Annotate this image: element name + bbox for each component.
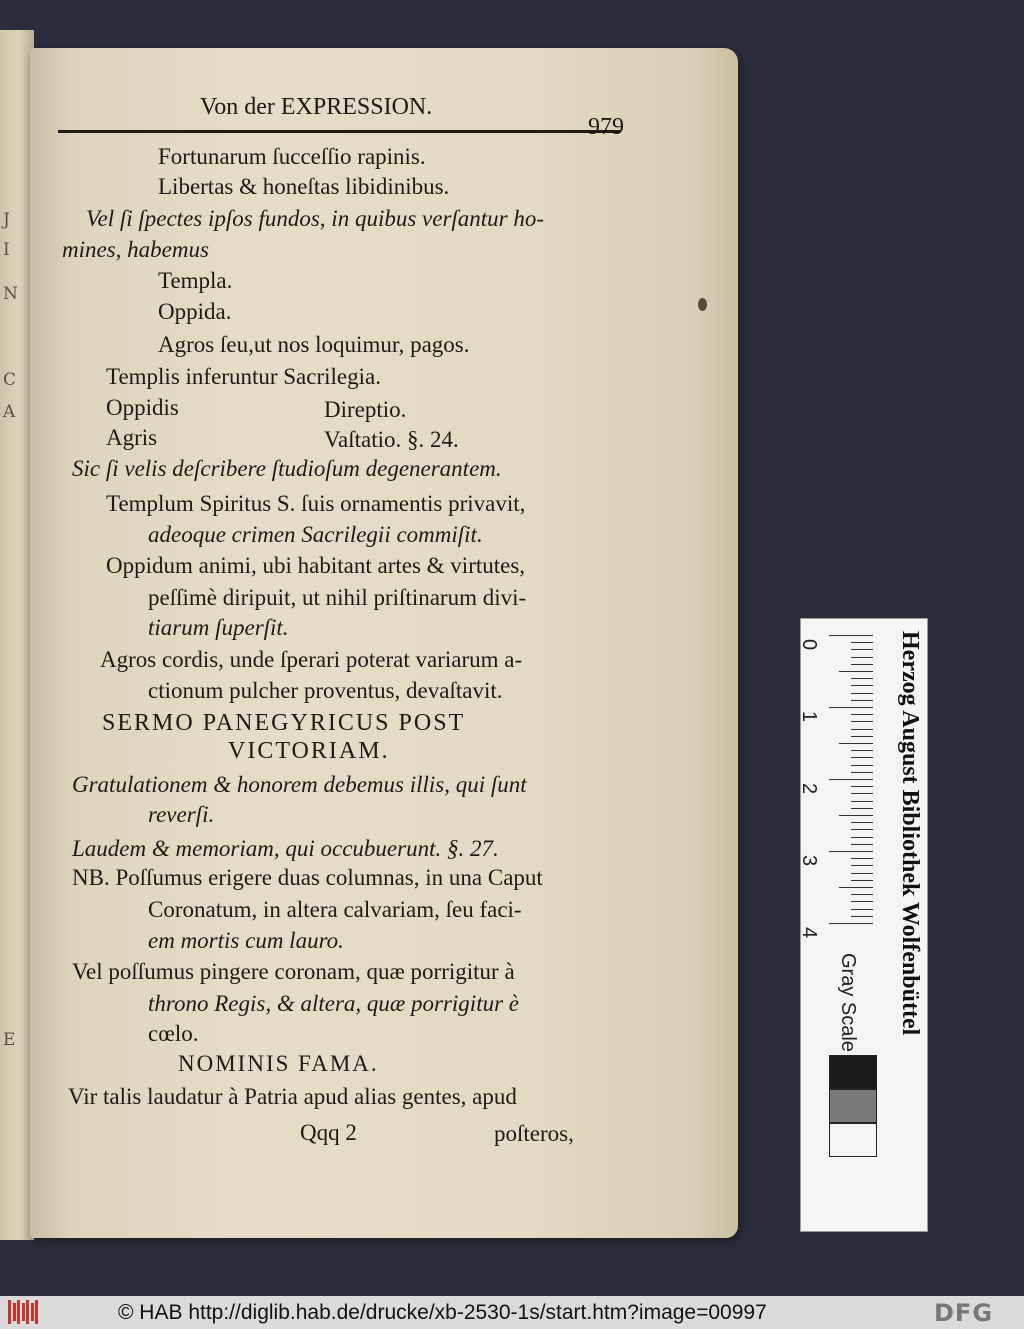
logo-bar <box>13 1303 16 1321</box>
dfg-logo: DFG <box>934 1299 994 1327</box>
prev-page-fragment: C <box>3 370 17 390</box>
text-line: Vel poſſumus pingere coronam, quæ porrigitur à <box>72 959 515 984</box>
text-line: Sic ſi velis deſcribere ſtudioſum degenerantem. <box>72 456 502 481</box>
ruler-tick <box>851 757 873 758</box>
text-line: em mortis cum lauro. <box>148 928 344 953</box>
ruler-tick <box>851 714 873 715</box>
ruler-tick <box>851 873 873 874</box>
text-line: Fortunarum ſucceſſio rapinis. <box>158 144 426 169</box>
ruler-number: 3 <box>798 854 821 867</box>
gray-scale-label: Gray Scale <box>837 953 859 1052</box>
logo-bar <box>26 1300 29 1324</box>
ruler-tick <box>851 909 873 910</box>
logo-bar <box>35 1300 38 1324</box>
text-line: Vaſtatio. §. 24. <box>324 427 459 452</box>
gray-swatch-light <box>829 1123 877 1157</box>
ruler-tick <box>851 700 873 701</box>
catchword: poſteros, <box>494 1121 574 1146</box>
text-line: Oppidis <box>106 395 179 420</box>
logo-bar <box>22 1303 25 1321</box>
ruler-number: 4 <box>798 926 821 939</box>
text-line: Templa. <box>158 268 233 293</box>
section-heading: NOMINIS FAMA. <box>178 1051 379 1076</box>
running-head: Von der EXPRESSION. <box>200 94 433 120</box>
text-line: NB. Poſſumus erigere duas columnas, in una Caput <box>72 865 543 890</box>
text-line: Agris <box>106 425 158 450</box>
section-heading: SERMO PANEGYRICUS POST <box>102 710 466 736</box>
ruler-tick <box>851 721 873 722</box>
ruler-tick <box>829 851 873 852</box>
ruler-tick <box>851 765 873 766</box>
ruler-tick <box>851 657 873 658</box>
ruler-tick <box>851 793 873 794</box>
previous-page-edge <box>0 30 34 1240</box>
text-line: Oppida. <box>158 299 232 324</box>
ruler-tick <box>851 865 873 866</box>
ruler-tick <box>851 837 873 838</box>
ruler-tick <box>851 858 873 859</box>
ruler-tick <box>829 779 873 780</box>
ruler-tick <box>829 707 873 708</box>
ruler-tick <box>851 729 873 730</box>
ruler-tick <box>851 685 873 686</box>
ruler-number: 2 <box>798 782 821 795</box>
ruler-tick <box>851 844 873 845</box>
footer-bar <box>0 1296 1024 1329</box>
ink-fleck <box>698 298 707 311</box>
ruler-tick <box>851 693 873 694</box>
prev-page-fragment: I <box>3 240 10 260</box>
ruler-tick <box>839 743 873 744</box>
page-number: 979 <box>588 114 624 140</box>
prev-page-fragment: A <box>3 402 16 422</box>
ruler-tick <box>851 829 873 830</box>
prev-page-fragment: E <box>3 1030 16 1050</box>
text-line: Agros ſeu,ut nos loquimur, pagos. <box>158 332 470 357</box>
logo-bar <box>17 1300 20 1324</box>
text-line: Direptio. <box>324 397 407 422</box>
text-line: Libertas & honeſtas libidinibus. <box>158 174 450 199</box>
footer-copyright-link[interactable]: © HAB http://diglib.hab.de/drucke/xb-2530-1s/start.htm?image=00997 <box>118 1301 767 1324</box>
signature-mark: Qqq 2 <box>300 1120 357 1145</box>
ruler-tick <box>851 801 873 802</box>
prev-page-fragment: J <box>3 210 10 230</box>
ruler-tick <box>851 649 873 650</box>
text-line: peſſimè diripuit, ut nihil priſtinarum divi- <box>148 585 527 610</box>
text-line: ctionum pulcher proventus, devaſtavit. <box>148 678 503 703</box>
text-line: throno Regis, & altera, quæ porrigitur è <box>148 991 519 1016</box>
ruler-tick <box>851 916 873 917</box>
ruler-tick <box>851 880 873 881</box>
ruler-tick <box>851 736 873 737</box>
text-line: mines, habemus <box>62 237 209 262</box>
ruler-tick <box>851 808 873 809</box>
hab-logo-icon <box>8 1300 40 1324</box>
text-line: cœlo. <box>148 1021 199 1046</box>
text-line: Laudem & memoriam, qui occubuerunt. §. 27. <box>72 836 499 861</box>
text-line: Agros cordis, unde ſperari poterat variarum a- <box>100 647 523 672</box>
logo-bar <box>8 1300 11 1324</box>
ruler-tick <box>829 635 873 636</box>
scale-card <box>800 618 928 1232</box>
institution-name: Herzog August Bibliothek Wolfenbüttel <box>897 631 923 1036</box>
header-rule <box>58 130 620 133</box>
text-line: Vel ſi ſpectes ipſos fundos, in quibus verſantur ho- <box>86 206 545 231</box>
gray-swatch-dark <box>829 1055 877 1089</box>
logo-bar <box>31 1303 34 1321</box>
ruler-tick <box>851 772 873 773</box>
ruler-tick <box>839 671 873 672</box>
text-line: adeoque crimen Sacrilegii commiſit. <box>148 522 483 547</box>
ruler-tick <box>851 678 873 679</box>
prev-page-fragment: N <box>3 284 18 304</box>
ruler-tick <box>839 887 873 888</box>
ruler-tick <box>851 642 873 643</box>
ruler-tick <box>829 923 873 924</box>
gray-swatch-mid <box>829 1089 877 1123</box>
text-line: Gratulationem & honorem debemus illis, qui ſunt <box>72 772 527 797</box>
text-line: Oppidum animi, ubi habitant artes & virtutes, <box>106 553 526 578</box>
text-line: tiarum ſuperſit. <box>148 615 289 640</box>
ruler-number: 0 <box>798 638 821 651</box>
text-line: Coronatum, in altera calvariam, ſeu faci- <box>148 897 522 922</box>
section-heading: VICTORIAM. <box>228 738 390 764</box>
ruler-tick <box>851 786 873 787</box>
text-line: Vir talis laudatur à Patria apud alias gentes, apud <box>68 1084 517 1109</box>
ruler-tick <box>851 750 873 751</box>
ruler-tick <box>851 901 873 902</box>
text-line: Templum Spiritus S. ſuis ornamentis privavit, <box>106 491 526 516</box>
text-line: Templis inferuntur Sacrilegia. <box>106 364 381 389</box>
ruler-number: 1 <box>798 710 821 723</box>
ruler-tick <box>851 664 873 665</box>
ruler-tick <box>851 894 873 895</box>
ruler-tick <box>851 822 873 823</box>
ruler-tick <box>839 815 873 816</box>
text-line: reverſi. <box>148 802 215 827</box>
